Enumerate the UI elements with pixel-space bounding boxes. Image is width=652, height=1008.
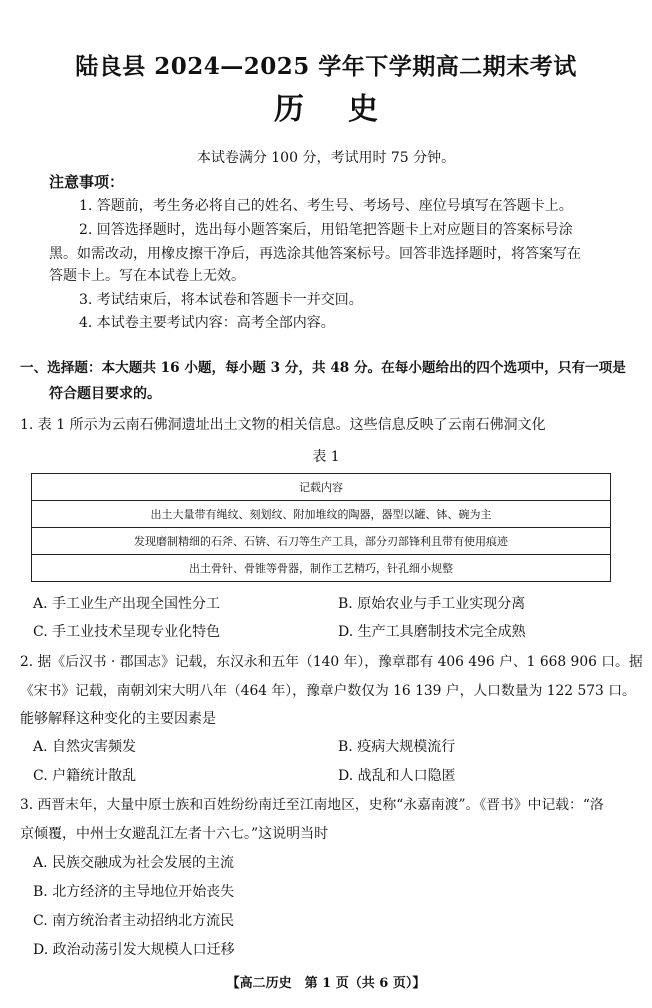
question-2-stem: 2. 据《后汉书 · 郡国志》记载，东汉永和五年（140 年），豫章郡有 406 496 户、1 668 906 口。据 (20, 654, 643, 670)
q1-option-d: D. 生产工具磨制技术完全成熟 (338, 624, 526, 640)
table-row: 出土骨针、骨锥等骨器，制作工艺精巧，针孔细小规整 (32, 555, 611, 582)
q1-option-a: A. 手工业生产出现全国性分工 (33, 596, 221, 612)
section-heading: 一、选择题：本大题共 16 小题，每小题 3 分，共 48 分。在每小题给出的四个选项中，只有一项是 (20, 360, 626, 376)
note-1: 1. 答题前，考生务必将自己的姓名、考生号、考场号、座位号填写在答题卡上。 (79, 198, 573, 214)
exam-title: 陆良县 2024—2025 学年下学期高二期末考试 (75, 53, 577, 80)
footer-label: 【高二历史 第 1 页（共 6 页）】 (226, 976, 426, 991)
question-2-stem-cont: 《宋书》记载，南朝刘宋大明八年（464 年），豫章户数仅为 16 139 户，人口数量为 122 573 口。 (20, 683, 636, 699)
note-2-cont: 黑。如需改动，用橡皮擦干净后，再选涂其他答案标号。回答非选择题时，将答案写在 (49, 246, 581, 262)
question-2-stem-cont2: 能够解释这种变化的主要因素是 (20, 711, 216, 727)
section-heading-cont: 符合题目要求的。 (49, 386, 161, 402)
q3-option-b: B. 北方经济的主导地位开始丧失 (33, 884, 235, 900)
q3-option-d: D. 政治动荡引发大规模人口迁移 (33, 942, 235, 958)
question-3-stem-cont: 京倾覆，中州士女避乱江左者十六七。”这说明当时 (20, 826, 329, 842)
table-row: 发现磨制精细的石斧、石锛、石刀等生产工具，部分刃部锋利且带有使用痕迹 (32, 528, 611, 555)
exam-info: 本试卷满分 100 分，考试用时 75 分钟。 (196, 150, 456, 166)
q1-option-b: B. 原始农业与手工业实现分离 (338, 596, 526, 612)
q3-option-c: C. 南方统治者主动招纳北方流民 (33, 913, 235, 929)
q3-option-a: A. 民族交融成为社会发展的主流 (33, 855, 235, 871)
q2-option-b: B. 疫病大规模流行 (338, 739, 456, 755)
table-header: 记载内容 (32, 474, 611, 501)
question-3-stem: 3. 西晋末年，大量中原士族和百姓纷纷南迁至江南地区，史称“永嘉南渡”。《晋书》中记载：“洛 (20, 797, 604, 813)
table-row: 出土大量带有绳纹、刻划纹、附加堆纹的陶器，器型以罐、钵、碗为主 (32, 501, 611, 528)
note-3: 3. 考试结束后，将本试卷和答题卡一并交回。 (79, 292, 363, 308)
note-4: 4. 本试卷主要考试内容：高考全部内容。 (79, 315, 335, 331)
note-2-cont2: 答题卡上。写在本试卷上无效。 (49, 268, 245, 284)
subject-title: 历史 (274, 92, 422, 127)
q2-option-c: C. 户籍统计散乱 (33, 768, 137, 784)
notes-heading: 注意事项： (49, 173, 125, 191)
q2-option-d: D. 战乱和人口隐匿 (338, 768, 456, 784)
page-footer (0, 972, 652, 991)
q2-option-a: A. 自然灾害频发 (33, 739, 137, 755)
q1-option-c: C. 手工业技术呈现专业化特色 (33, 624, 221, 640)
note-2: 2. 回答选择题时，选出每小题答案后，用铅笔把答题卡上对应题目的答案标号涂 (79, 222, 573, 238)
table-caption: 表 1 (312, 449, 340, 465)
artifact-table (31, 473, 611, 582)
question-1-stem: 1. 表 1 所示为云南石佛洞遗址出土文物的相关信息。这些信息反映了云南石佛洞文化 (20, 417, 546, 433)
